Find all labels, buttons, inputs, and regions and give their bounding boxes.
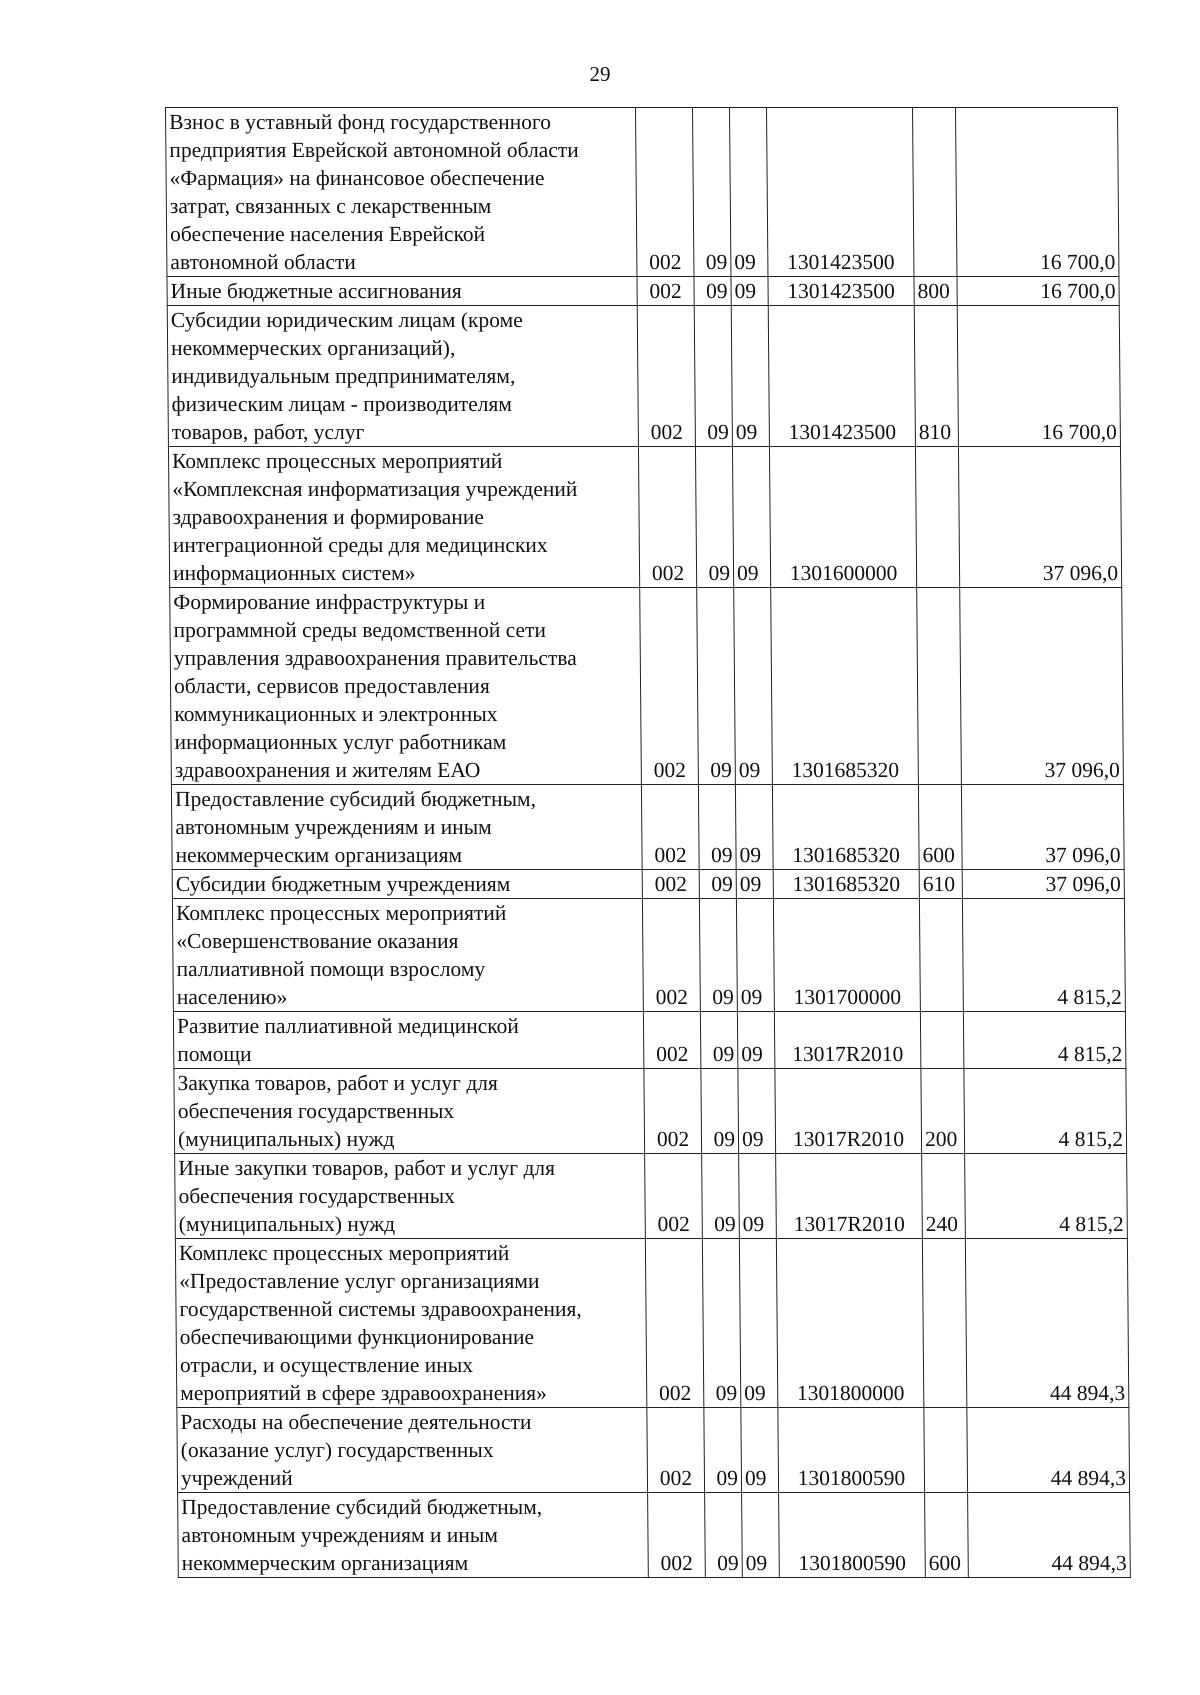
expense-type-cell: 600 — [918, 785, 962, 870]
item-name-line: Субсидии бюджетным учреждениям — [175, 872, 511, 896]
item-name-line: Взнос в уставный фонд государственного — [169, 110, 552, 134]
item-name-cell — [168, 447, 639, 588]
item-name-line: управления здравоохранения правительства — [173, 646, 577, 670]
item-name-cell — [178, 1493, 649, 1578]
expense-type-cell — [920, 1012, 963, 1069]
item-name-line: Комплекс процессных мероприятий — [175, 901, 507, 925]
item-name-line: (муниципальных) нужд — [178, 1212, 396, 1236]
grbs-code-cell: 002 — [643, 1012, 700, 1069]
section-code-cell: 09 — [702, 1154, 740, 1239]
section-code-cell: 09 — [699, 870, 736, 899]
item-name-cell — [175, 1154, 646, 1239]
item-name-line: Предоставление субсидий бюджетным, — [181, 1495, 543, 1519]
grbs-code-cell: 002 — [641, 785, 699, 870]
amount-cell: 4 815,2 — [964, 1069, 1127, 1154]
item-name-line: «Совершенствование оказания — [176, 929, 459, 953]
item-name-cell — [172, 899, 643, 1012]
item-name-line: информационных систем» — [172, 561, 416, 585]
table-row — [172, 870, 1124, 899]
section-code-cell: 09 — [704, 1408, 742, 1493]
section-code-cell: 09 — [699, 899, 737, 1012]
item-name-line: предприятия Еврейской автономной области — [169, 138, 579, 162]
item-name-line: области, сервисов предоставления — [173, 674, 490, 698]
item-name-cell — [173, 1012, 643, 1069]
target-article-cell: 1301423500 — [768, 306, 915, 447]
grbs-code-cell: 002 — [645, 1239, 703, 1408]
target-article-cell: 1301685320 — [773, 870, 919, 899]
section-code-cell: 09 — [697, 588, 736, 785]
amount-cell: 44 894,3 — [967, 1408, 1130, 1493]
grbs-code-cell: 002 — [640, 588, 699, 785]
section-code-cell: 09 — [694, 306, 732, 447]
table-row — [172, 899, 1125, 1012]
subsection-code-cell: 09 — [735, 785, 773, 870]
grbs-code-cell: 002 — [637, 277, 694, 306]
subsection-code-cell: 09 — [732, 447, 770, 588]
item-name-line: Формирование инфраструктуры и — [173, 590, 486, 614]
item-name-line: учреждений — [180, 1466, 293, 1490]
expense-type-cell: 610 — [919, 870, 962, 899]
item-name-cell — [166, 108, 637, 277]
item-name-line: Развитие паллиативной медицинской — [176, 1014, 519, 1038]
item-name-line: физическим лицам - производителям — [171, 392, 513, 416]
subsection-code-cell: 09 — [742, 1493, 780, 1578]
subsection-code-cell: 09 — [739, 1239, 777, 1408]
target-article-cell: 1301700000 — [773, 899, 920, 1012]
table-row — [167, 277, 1119, 306]
section-code-cell: 09 — [694, 277, 731, 306]
table-row — [175, 1154, 1128, 1239]
item-name-cell — [170, 588, 642, 785]
amount-cell: 37 096,0 — [962, 870, 1124, 899]
table-row — [177, 1408, 1130, 1493]
item-name-line: Закупка товаров, работ и услуг для — [177, 1071, 498, 1095]
target-article-cell: 1301800590 — [778, 1408, 925, 1493]
item-name-line: автономной области — [170, 250, 356, 274]
item-name-line: товаров, работ, услуг — [171, 420, 365, 444]
subsection-code-cell: 09 — [734, 588, 773, 785]
expense-type-cell: 600 — [925, 1493, 969, 1578]
subsection-code-cell: 09 — [731, 277, 768, 306]
section-code-cell: 09 — [705, 1493, 743, 1578]
section-code-cell: 09 — [700, 1012, 737, 1069]
item-name-line: Иные закупки товаров, работ и услуг для — [178, 1156, 556, 1180]
grbs-code-cell: 002 — [648, 1493, 706, 1578]
item-name-line: некоммерческим организациям — [181, 1551, 469, 1575]
item-name-line: здравоохранения и жителям ЕАО — [174, 758, 481, 782]
grbs-code-cell: 002 — [636, 108, 694, 277]
amount-cell: 16 700,0 — [957, 306, 1120, 447]
expense-type-cell — [915, 447, 959, 588]
amount-cell: 37 096,0 — [961, 785, 1124, 870]
item-name-cell — [167, 277, 637, 306]
subsection-code-cell: 09 — [739, 1154, 777, 1239]
item-name-cell — [177, 1408, 648, 1493]
item-name-line: автономным учреждениям и иным — [175, 815, 492, 839]
item-name-line: «Предоставление услуг организациями — [179, 1269, 540, 1293]
subsection-code-cell: 09 — [730, 108, 768, 277]
grbs-code-cell: 002 — [642, 870, 699, 899]
table-row — [175, 1239, 1128, 1408]
item-name-cell — [171, 785, 642, 870]
section-code-cell: 09 — [702, 1239, 740, 1408]
item-name-line: Иные бюджетные ассигнования — [170, 279, 462, 303]
subsection-code-cell: 09 — [737, 1012, 774, 1069]
section-code-cell: 09 — [693, 108, 731, 277]
amount-cell: 37 096,0 — [958, 447, 1121, 588]
item-name-line: Комплекс процессных мероприятий — [171, 449, 503, 473]
amount-cell: 44 894,3 — [968, 1493, 1131, 1578]
item-name-cell — [175, 1239, 646, 1408]
item-name-line: некоммерческих организаций), — [170, 336, 456, 360]
expense-type-cell — [919, 899, 963, 1012]
expense-type-cell: 800 — [914, 277, 957, 306]
table-row — [167, 306, 1120, 447]
item-name-line: автономным учреждениям и иным — [181, 1523, 498, 1547]
item-name-line: населению» — [176, 985, 288, 1009]
grbs-code-cell: 002 — [637, 306, 695, 447]
table-row — [178, 1493, 1131, 1578]
amount-cell: 4 815,2 — [965, 1154, 1128, 1239]
table-row — [170, 588, 1124, 785]
item-name-line: помощи — [177, 1042, 252, 1066]
amount-cell: 16 700,0 — [957, 277, 1119, 306]
item-name-line: государственной системы здравоохранения, — [179, 1297, 582, 1321]
item-name-line: некоммерческим организациям — [175, 843, 463, 867]
table-row — [173, 1012, 1125, 1069]
item-name-line: программной среды ведомственной сети — [173, 618, 547, 642]
target-article-cell: 13017R2010 — [775, 1069, 922, 1154]
subsection-code-cell: 09 — [738, 1069, 776, 1154]
item-name-line: Комплекс процессных мероприятий — [178, 1241, 510, 1265]
item-name-line: обеспечения государственных — [178, 1184, 455, 1208]
grbs-code-cell: 002 — [644, 1069, 702, 1154]
table-row — [171, 785, 1124, 870]
item-name-line: обеспечение населения Еврейской — [170, 222, 486, 246]
target-article-cell: 13017R2010 — [774, 1012, 920, 1069]
grbs-code-cell: 002 — [647, 1408, 705, 1493]
item-name-cell — [167, 306, 638, 447]
target-article-cell: 1301423500 — [767, 108, 914, 277]
item-name-cell — [172, 870, 642, 899]
section-code-cell: 09 — [698, 785, 736, 870]
expense-type-cell: 810 — [914, 306, 958, 447]
item-name-line: индивидуальным предпринимателям, — [171, 364, 516, 388]
budget-table-body — [166, 108, 1131, 1578]
item-name-line: мероприятий в сфере здравоохранения» — [180, 1381, 547, 1405]
expense-type-cell — [924, 1408, 968, 1493]
item-name-line: Субсидии юридическим лицам (кроме — [170, 308, 523, 332]
target-article-cell: 1301423500 — [768, 277, 914, 306]
section-code-cell: 09 — [701, 1069, 739, 1154]
item-name-line: здравоохранения и формирование — [172, 505, 484, 529]
expense-type-cell: 200 — [921, 1069, 965, 1154]
table-row — [166, 108, 1119, 277]
amount-cell: 37 096,0 — [960, 588, 1124, 785]
grbs-code-cell: 002 — [642, 899, 700, 1012]
item-name-line: Расходы на обеспечение деятельности — [180, 1410, 532, 1434]
grbs-code-cell: 002 — [645, 1154, 703, 1239]
amount-cell: 44 894,3 — [965, 1239, 1128, 1408]
item-name-line: интеграционной среды для медицинских — [172, 533, 548, 557]
budget-table — [165, 107, 1131, 1578]
target-article-cell: 1301800000 — [776, 1239, 923, 1408]
item-name-line: обеспечивающими функционирование — [179, 1325, 535, 1349]
item-name-cell — [174, 1069, 645, 1154]
section-code-cell: 09 — [695, 447, 733, 588]
target-article-cell: 1301685320 — [772, 785, 919, 870]
item-name-line: коммуникационных и электронных — [174, 702, 498, 726]
subsection-code-cell: 09 — [736, 899, 774, 1012]
amount-cell: 4 815,2 — [962, 899, 1125, 1012]
expense-type-cell: 240 — [922, 1154, 966, 1239]
expense-type-cell — [922, 1239, 966, 1408]
item-name-line: «Комплексная информатизация учреждений — [172, 477, 578, 501]
item-name-line: «Фармация» на финансовое обеспечение — [169, 166, 545, 190]
item-name-line: отрасли, и осуществление иных — [179, 1353, 474, 1377]
item-name-line: паллиативной помощи взрослому — [176, 957, 486, 981]
table-row — [168, 447, 1121, 588]
subsection-code-cell: 09 — [736, 870, 773, 899]
target-article-cell: 1301600000 — [769, 447, 916, 588]
table-row — [174, 1069, 1127, 1154]
item-name-line: затрат, связанных с лекарственным — [169, 194, 492, 218]
page-number: 29 — [589, 62, 611, 86]
grbs-code-cell: 002 — [638, 447, 696, 588]
item-name-line: информационных услуг работникам — [174, 730, 507, 754]
expense-type-cell — [913, 108, 957, 277]
item-name-line: Предоставление субсидий бюджетным, — [174, 787, 537, 811]
subsection-code-cell: 09 — [731, 306, 769, 447]
target-article-cell: 13017R2010 — [776, 1154, 923, 1239]
item-name-line: обеспечения государственных — [177, 1099, 455, 1123]
item-name-line: (муниципальных) нужд — [177, 1127, 395, 1151]
item-name-line: (оказание услуг) государственных — [180, 1438, 494, 1462]
amount-cell: 16 700,0 — [956, 108, 1119, 277]
subsection-code-cell: 09 — [741, 1408, 779, 1493]
target-article-cell: 1301800590 — [779, 1493, 926, 1578]
expense-type-cell — [917, 588, 962, 785]
amount-cell: 4 815,2 — [963, 1012, 1125, 1069]
target-article-cell: 1301685320 — [771, 588, 919, 785]
